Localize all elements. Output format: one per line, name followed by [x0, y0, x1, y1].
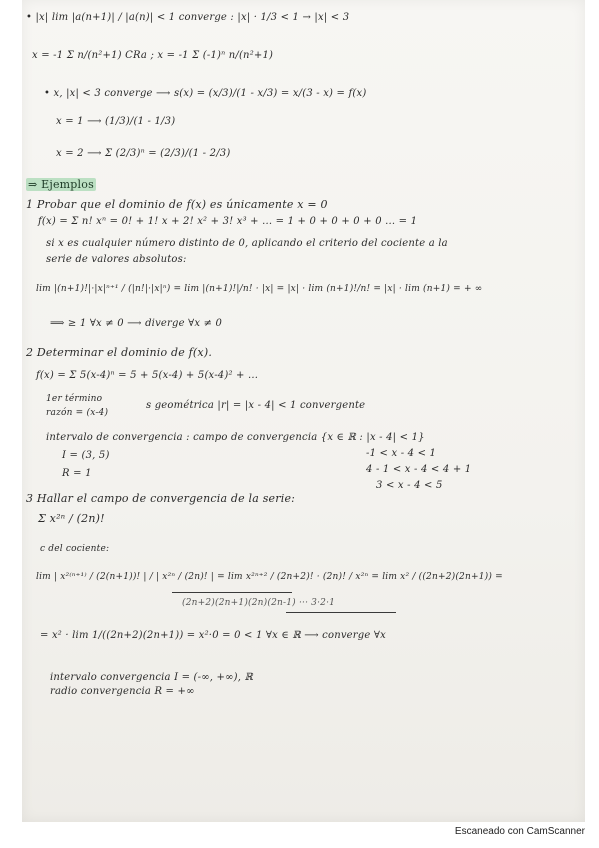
underline	[286, 612, 396, 613]
exercise-2-title: 2 Determinar el dominio de f(x).	[26, 346, 213, 359]
exercise-1-limit: lim |(n+1)!|·|x|ⁿ⁺¹ / (|n!|·|x|ⁿ) = lim |(n+1)!|/n! · |x| = |x| · lim (n+1)!/n! = |x| · lim (n+1) = + ∞	[36, 284, 483, 294]
scanned-notebook-page	[22, 0, 585, 822]
exercise-1-title: 1 Probar que el dominio de f(x) es únicamente x = 0	[26, 198, 328, 211]
fraction-rule	[232, 592, 292, 593]
fraction-rule	[172, 592, 232, 593]
exercise-2-geometric: s geométrica |r| = |x - 4| < 1 convergente	[146, 400, 366, 411]
exercise-2-radius: R = 1	[62, 468, 92, 479]
x2-line: x = 2 ⟶ Σ (2/3)ⁿ = (2/3)/(1 - 2/3)	[56, 148, 231, 159]
exercise-3-expansion: (2n+2)(2n+1)(2n)(2n-1) ··· 3·2·1	[182, 598, 336, 608]
exercise-3-title: 3 Hallar el campo de convergencia de la serie:	[26, 492, 296, 505]
exercise-3-interval: intervalo convergencia I = (-∞, +∞), ℝ	[50, 672, 254, 683]
exercise-1-text-a: si x es cualquier número distinto de 0, aplicando el criterio del cociente a la	[46, 238, 448, 249]
scanner-watermark: Escaneado con CamScanner	[454, 826, 585, 837]
endpoints-line: x = -1 Σ n/(n²+1) CRa ; x = -1 Σ (-1)ⁿ n/(n²+1)	[32, 50, 274, 61]
examples-heading-label: ⇒ Ejemplos	[28, 178, 94, 191]
exercise-1-conclusion: ⟹ ≥ 1 ∀x ≠ 0 ⟶ diverge ∀x ≠ 0	[50, 318, 223, 329]
ratio-test-line: • |x| lim |a(n+1)| / |a(n)| < 1 converge : |x| · 1/3 < 1 → |x| < 3	[26, 12, 350, 23]
sum-line: • x, |x| < 3 converge ⟶ s(x) = (x/3)/(1 - x/3) = x/(3 - x) = f(x)	[44, 88, 367, 99]
exercise-2-ineq-3: 3 < x - 4 < 5	[376, 480, 443, 491]
exercise-1-series: f(x) = Σ n! xⁿ = 0! + 1! x + 2! x² + 3! x³ + ... = 1 + 0 + 0 + 0 + 0 ... = 1	[38, 216, 418, 227]
exercise-2-interval: I = (3, 5)	[62, 450, 110, 461]
exercise-2-interval-def: intervalo de convergencia : campo de convergencia {x ∈ ℝ : |x - 4| < 1}	[46, 432, 425, 443]
exercise-3-result: = x² · lim 1/((2n+2)(2n+1)) = x²·0 = 0 < 1 ∀x ∈ ℝ ⟶ converge ∀x	[40, 630, 386, 641]
exercise-1-text-b: serie de valores absolutos:	[46, 254, 187, 265]
examples-heading	[26, 178, 96, 191]
exercise-3-radius: radio convergencia R = +∞	[50, 686, 195, 697]
exercise-2-ratio: razón = (x-4)	[46, 408, 109, 418]
x1-line: x = 1 ⟶ (1/3)/(1 - 1/3)	[56, 116, 176, 127]
exercise-2-first-term: 1er término	[46, 394, 103, 404]
exercise-2-series: f(x) = Σ 5(x-4)ⁿ = 5 + 5(x-4) + 5(x-4)² + ...	[36, 370, 259, 381]
exercise-3-ratio-label: c del cociente:	[40, 544, 110, 554]
exercise-2-ineq-1: -1 < x - 4 < 1	[366, 448, 437, 459]
exercise-3-series: Σ x²ⁿ / (2n)!	[38, 512, 105, 525]
exercise-3-limit: lim | x²⁽ⁿ⁺¹⁾ / (2(n+1))! | / | x²ⁿ / (2n)! | = lim x²ⁿ⁺² / (2n+2)! · (2n)! / x²ⁿ = lim x² / ((2n+2)(2n+1)) =	[36, 572, 503, 582]
exercise-2-ineq-2: 4 - 1 < x - 4 < 4 + 1	[366, 464, 472, 475]
